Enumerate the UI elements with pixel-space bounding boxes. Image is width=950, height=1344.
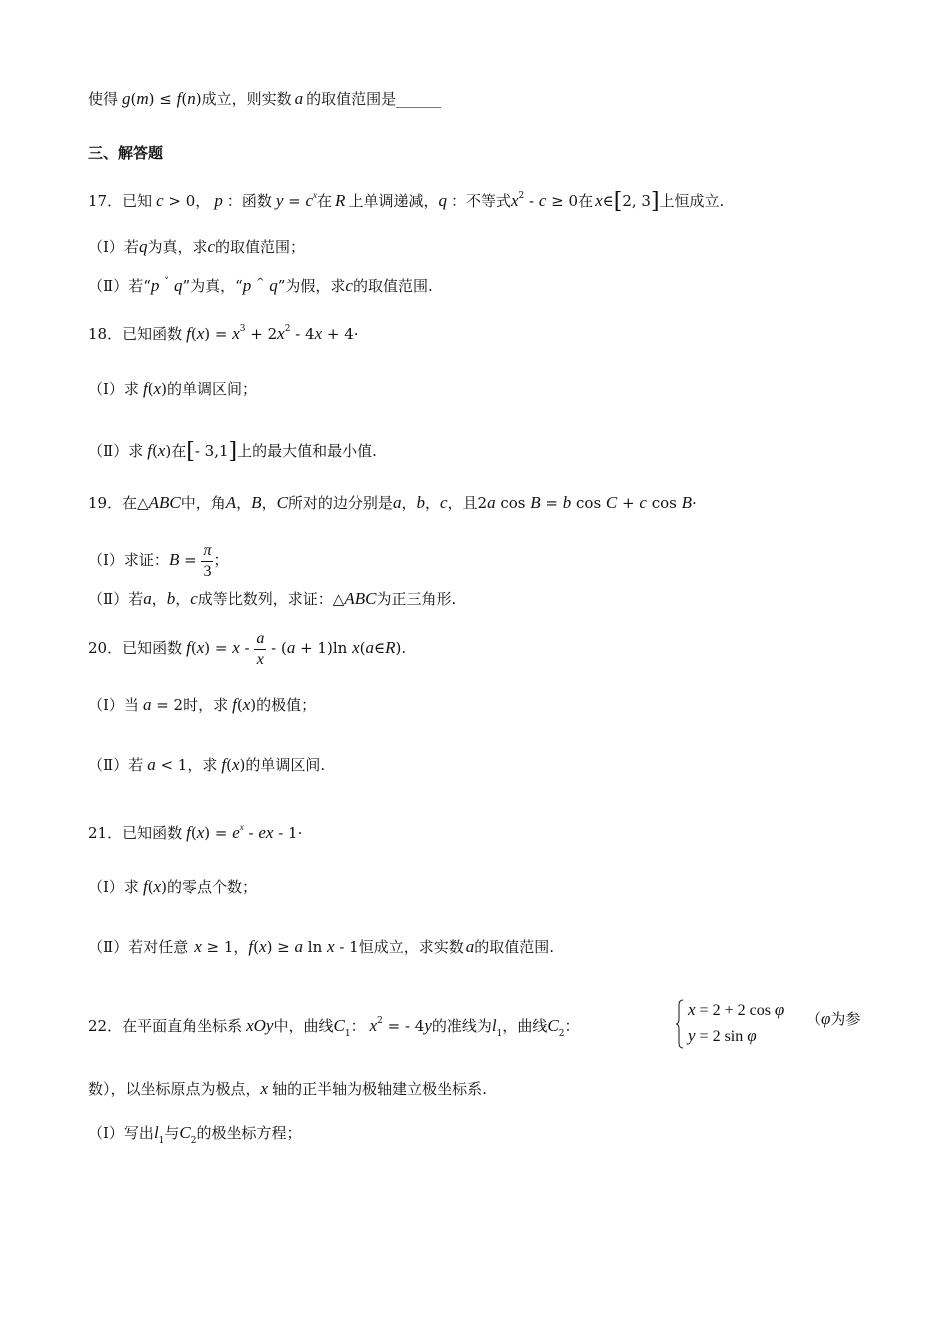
question-19-part-1: （Ⅰ）求证：B = $\frac{\pi}{3}$ ； [88, 541, 229, 580]
question-17-part-2: （Ⅱ）若“p ˅ q”为真，“p ^ q”为假，求c的取值范围. [88, 276, 433, 295]
question-17: 17．已知 c > 0， p ：函数 $y = c^x$在 R 上单调递减，q ：不等式$x^2 - c \ge 0$在 x∈[2, 3]上恒成立. [88, 189, 725, 214]
parametric-equations [676, 999, 806, 1051]
equation-y: y = 2 sin φ [688, 1026, 757, 1045]
question-22-line-2: 数），以坐标原点为极点，x 轴的正半轴为极轴建立极坐标系. [88, 1079, 487, 1098]
section-heading: 三、解答题 [88, 144, 164, 162]
problem-16-tail: 使得 g(m) ≤ f(n)成立，则实数 a 的取值范围是______ [88, 89, 442, 108]
question-18-part-2: （Ⅱ）求 f(x)在[- 3,1]上的最大值和最小值. [88, 439, 377, 464]
equation-x: x = 2 + 2 cos φ [688, 1000, 785, 1019]
question-19: 19．在△ABC中，角A，B，C所对的边分别是a，b，c，且2a cos B = b cos C + c cos B· [88, 493, 697, 512]
question-21-part-1: （Ⅰ）求 f(x)的零点个数； [88, 877, 257, 896]
question-18: 18．已知函数 $f(x) = x^3 + 2x^2 - 4x + 4\cdot$ [88, 324, 359, 343]
left-brace-icon [676, 999, 684, 1049]
question-22: 22．在平面直角坐标系 xOy中，曲线$C_1$： $x^2$ = - 4y的准线为$l_1$，曲线$C_2$： [88, 1016, 580, 1039]
question-19-part-2: （Ⅱ）若a，b，c成等比数列，求证：△ABC为正三角形. [88, 589, 457, 608]
question-21-part-2: （Ⅱ）若对任意 x ≥ 1，f(x) ≥ a ln x - 1恒成立，求实数 a的取值范围. [88, 937, 555, 956]
question-20: 20．已知函数 f(x) = x - $\frac{a}{x}$ - (a + 1)ln x(a∈R). [88, 629, 407, 668]
question-22-part-1: （Ⅰ）写出$l_1$与$C_2$的极坐标方程； [88, 1123, 302, 1146]
question-18-part-1: （Ⅰ）求 f(x)的单调区间； [88, 379, 257, 398]
question-17-part-1: （Ⅰ）若q为真，求c的取值范围； [88, 237, 306, 256]
question-20-part-1: （Ⅰ）当 a = 2时，求 f(x)的极值； [88, 695, 317, 714]
question-21: 21．已知函数 $f(x) = e^x$ - ex - 1· [88, 822, 303, 842]
question-20-part-2: （Ⅱ）若 a < 1，求 f(x)的单调区间. [88, 755, 326, 774]
question-22-tail: （φ为参 [806, 1009, 861, 1028]
